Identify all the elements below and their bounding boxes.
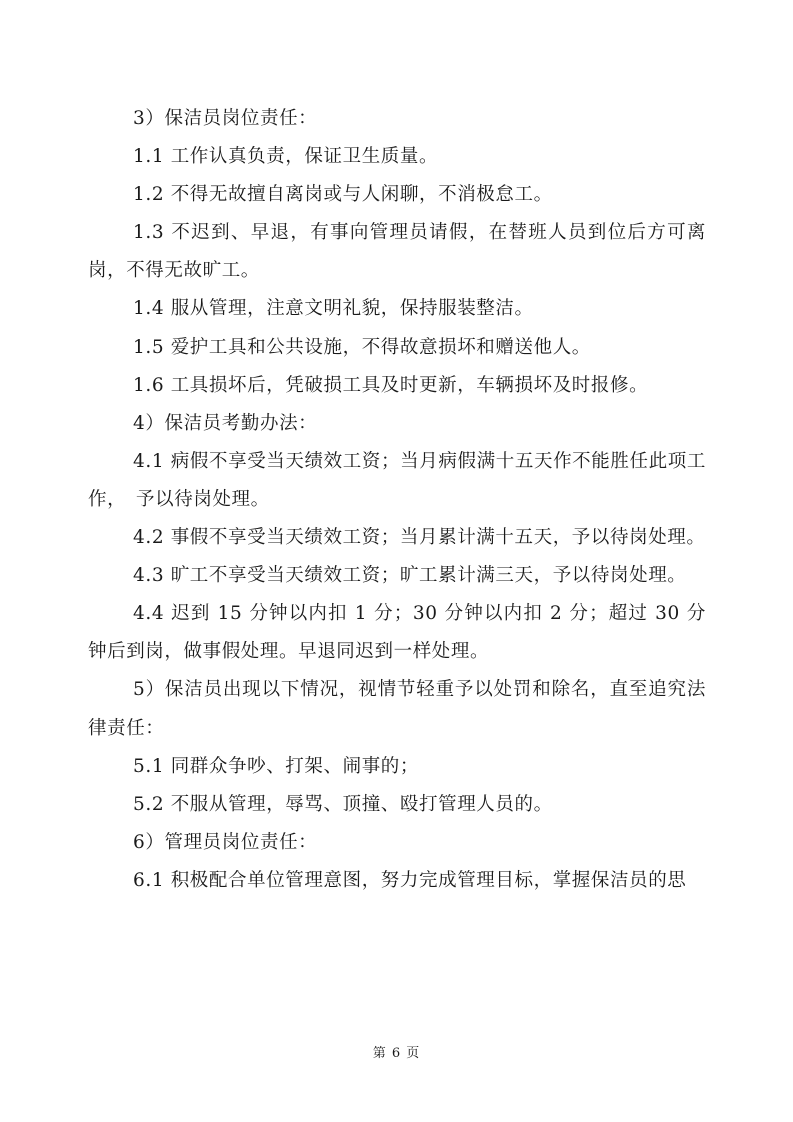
section-heading-penalties: 5）保洁员出现以下情况，视情节轻重予以处罚和除名，直至追究法律责任：	[88, 679, 706, 739]
paragraph-1-5: 1.5 爱护工具和公共设施，不得故意损坏和赠送他人。	[133, 336, 591, 358]
section-heading-cleaner-duties: 3）保洁员岗位责任：	[133, 108, 318, 129]
paragraph-1-2: 1.2 不得无故擅自离岗或与人闲聊，不消极怠工。	[133, 184, 553, 206]
paragraph-4-1: 4.1 病假不享受当天绩效工资；当月病假满十五天作不能胜任此项工作， 予以待岗处理。	[88, 450, 706, 510]
document-page	[88, 100, 706, 900]
paragraph-5-2: 5.2 不服从管理，辱骂、顶撞、殴打管理人员的。	[133, 793, 553, 815]
section-heading-manager-duties: 6）管理员岗位责任：	[133, 831, 318, 853]
paragraph-5-1: 5.1 同群众争吵、打架、闹事的；	[133, 755, 420, 777]
paragraph-4-4: 4.4 迟到 15 分钟以内扣 1 分；30 分钟以内扣 2 分；超过 30 分钟后到岗，做事假处理。早退同迟到一样处理。	[88, 603, 706, 663]
section-heading-attendance: 4）保洁员考勤办法：	[133, 412, 318, 434]
paragraph-6-1: 6.1 积极配合单位管理意图，努力完成管理目标，掌握保洁员的思	[133, 869, 687, 891]
paragraph-1-1: 1.1 工作认真负责，保证卫生质量。	[133, 146, 439, 168]
paragraph-4-2: 4.2 事假不享受当天绩效工资；当月累计满十五天，予以待岗处理。	[133, 527, 706, 549]
paragraph-1-6: 1.6 工具损坏后，凭破损工具及时更新，车辆损坏及时报修。	[133, 374, 649, 396]
paragraph-4-3: 4.3 旷工不享受当天绩效工资；旷工累计满三天，予以待岗处理。	[133, 565, 687, 587]
paragraph-1-3: 1.3 不迟到、早退，有事向管理员请假，在替班人员到位后方可离岗，不得无故旷工。	[88, 222, 706, 282]
page-number-footer: 第 6 页	[372, 1046, 421, 1061]
paragraph-1-4: 1.4 服从管理，注意文明礼貌，保持服装整洁。	[133, 298, 534, 320]
